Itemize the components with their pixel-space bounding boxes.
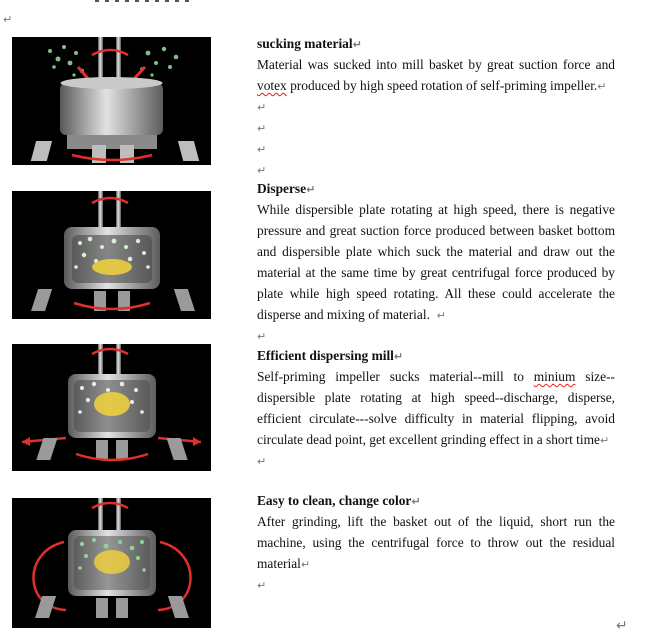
paragraph-mark: ↵ <box>393 350 404 363</box>
illustration-easy-to-clean <box>12 498 211 628</box>
section-disperse <box>257 178 615 346</box>
paragraph-mark: ↵ <box>257 330 267 343</box>
body-text: After grinding, lift the basket out of the liquid, short run the machine, using the centrifugal force to throw out the residual material <box>257 514 615 571</box>
paragraph-mark: ↵ <box>352 38 362 51</box>
section-heading <box>257 345 615 366</box>
section-body <box>257 54 615 96</box>
section-easy-to-clean <box>257 490 615 595</box>
section-sucking-material <box>257 33 615 180</box>
paragraph-mark: ↵ <box>257 101 267 114</box>
body-text: produced by high speed rotation of self-priming impeller. <box>286 78 598 93</box>
spellcheck-flagged-word: votex <box>257 78 287 93</box>
heading-text: Disperse <box>257 181 307 196</box>
illustration-sucking-material <box>12 37 211 165</box>
paragraph-mark: ↵ <box>257 122 267 135</box>
paragraph-mark: ↵ <box>616 618 628 634</box>
paragraph-mark: ↵ <box>257 579 267 592</box>
paragraph-mark: ↵ <box>257 455 267 468</box>
section-body <box>257 199 615 325</box>
section-body <box>257 366 615 450</box>
section-heading <box>257 33 615 54</box>
spellcheck-flagged-word: minium <box>533 369 576 384</box>
illustration-efficient-dispersing-mill <box>12 344 211 471</box>
illustration-disperse <box>12 191 211 319</box>
cropped-text-fragment <box>95 0 245 2</box>
section-efficient-dispersing-mill <box>257 345 615 471</box>
paragraph-mark: ↵ <box>411 495 421 508</box>
paragraph-mark: ↵ <box>306 183 316 196</box>
paragraph-mark: ↵ <box>257 143 267 156</box>
section-heading <box>257 178 615 199</box>
body-text: Material was sucked into mill basket by great suction force and <box>257 57 615 72</box>
paragraph-mark: ↵ <box>300 558 311 571</box>
heading-text: Easy to clean, change color <box>257 493 412 508</box>
body-text: While dispersible plate rotating at high speed, there is negative pressure and great suction force produced between basket bottom and dispersible plate which suck the material and draw out the material at the same time by great centrifugal force produced by plate while high speed rotating. All these could accelerate the disperse and mixing of material. <box>257 202 615 322</box>
paragraph-mark: ↵ <box>257 164 267 177</box>
heading-text: sucking material <box>257 36 353 51</box>
paragraph-mark: ↵ <box>599 434 610 447</box>
body-text: Self-priming impeller sucks material--mill to <box>257 369 534 384</box>
paragraph-mark: ↵ <box>436 309 446 322</box>
section-body <box>257 511 615 574</box>
paragraph-mark: ↵ <box>3 13 13 26</box>
heading-text: Efficient dispersing mill <box>257 348 394 363</box>
paragraph-mark: ↵ <box>597 80 607 93</box>
section-heading <box>257 490 615 511</box>
body-text: size--dispersible plate rotating at high speed--discharge, disperse, efficient circulate---solve difficulty in material flipping, avoid circulate dead point, get excellent grinding effect in a short time <box>257 369 615 447</box>
